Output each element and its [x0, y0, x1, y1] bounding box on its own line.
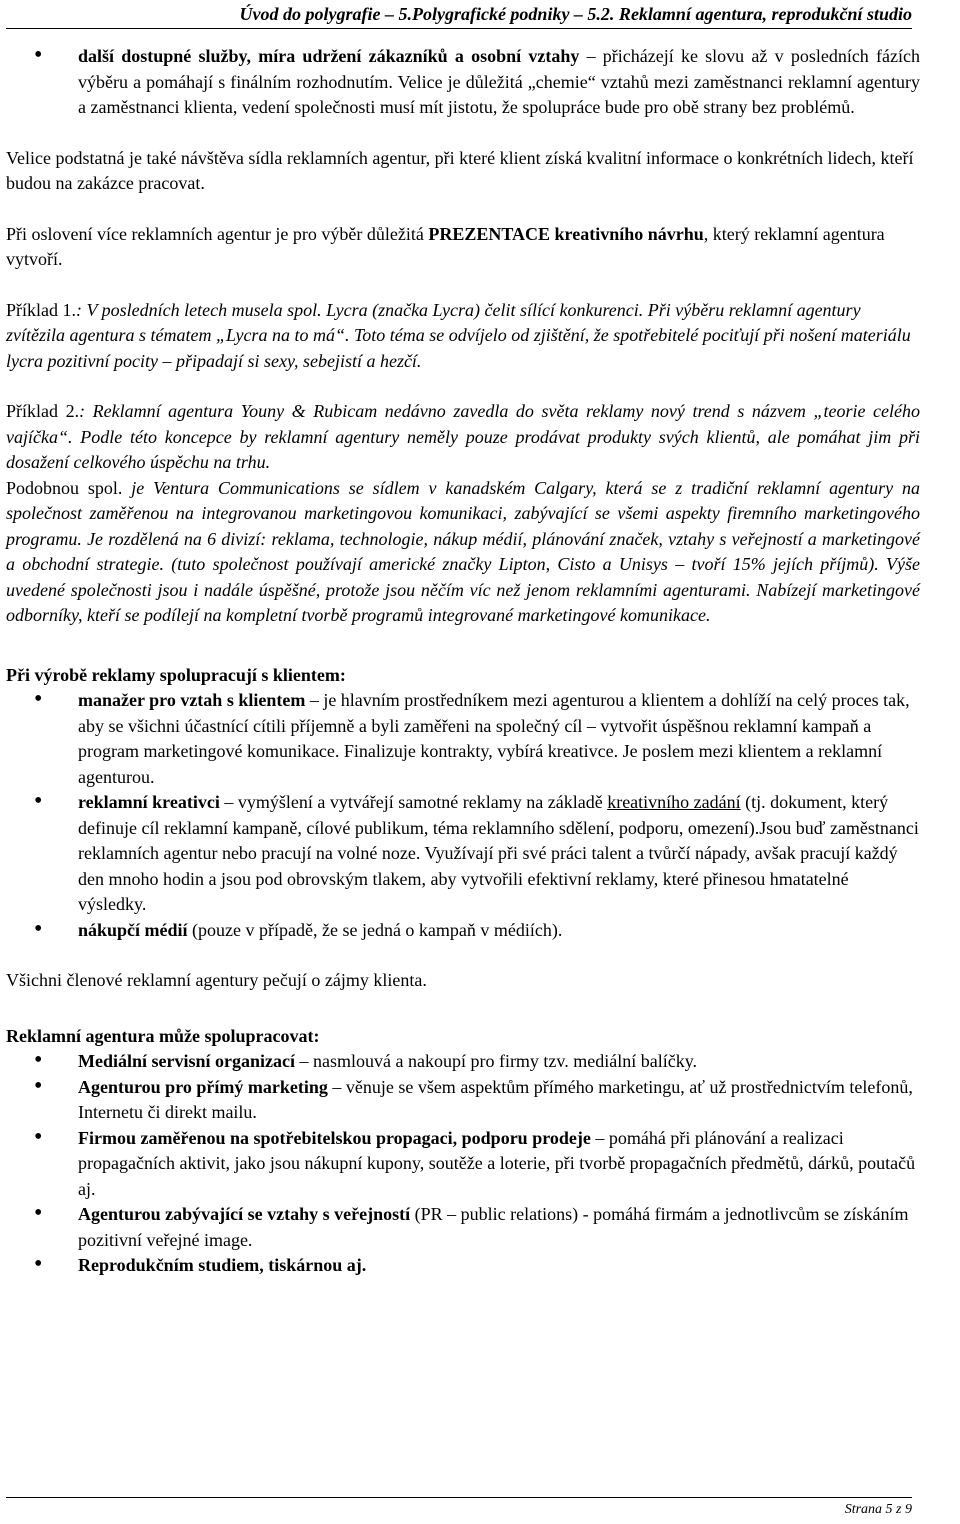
bold-term: Firmou zaměřenou na spotřebitelskou propagaci, podporu prodeje	[78, 1127, 591, 1148]
item-text: – pomáhá při plánování a realizaci propagačních aktivit, jako jsou nákupní kupony, soutěže a loterie, při tvorbě propagačních předmětů, dárků, poutačů aj.	[78, 1127, 916, 1199]
bold-term: další dostupné služby, míra udržení zákazníků a osobní vztahy	[78, 46, 580, 66]
bold-term: Mediální servisní organizací	[78, 1051, 295, 1071]
example-1	[6, 298, 920, 375]
list-item	[6, 1075, 920, 1126]
example-label: Příklad 1.	[6, 299, 76, 320]
bold-term: reklamní kreativci	[78, 792, 220, 812]
text-run: Při oslovení více reklamních agentur je pro výběr důležitá	[6, 223, 429, 244]
production-heading	[6, 663, 920, 689]
list-item	[6, 918, 920, 944]
page-footer	[6, 1497, 912, 1520]
bold-term: Agenturou zabývající se vztahy s veřejností	[78, 1204, 411, 1224]
item-text: – je hlavním prostředníkem mezi agenturou a klientem a dohlíží na celý proces tak, aby se všichni účastnící cítili příjemně a byli zaměřeni na společný cíl – vytvořit úspěšnou reklamní kampaň a program marketingové komunikace. Finalizuje kontrakty, vybírá kreativce. Je poslem mezi klientem a reklamní agenturou.	[78, 690, 910, 787]
section-heading: Při výrobě reklamy spolupracují s klientem:	[6, 664, 346, 685]
item-text: – věnuje se všem aspektům přímého marketingu, ať už prostřednictvím telefonů, Internetu či direkt mailu.	[78, 1076, 913, 1122]
bold-term: manažer pro vztah s klientem	[78, 690, 306, 710]
example-text: je Ventura Communications se sídlem v kanadském Calgary, která se z tradiční reklamní agentury na společnost zaměřenou na integrovanou marketingovou komunikaci, zabývající se všemi aspekty firemního marketingového programu. Je rozdělená na 6 divizí: reklama, technologie, nákup médií, plánování značek, vztahy s veřejností a marketingové a obchodní strategie. (tuto společnost používají americké značky Lipton, Cisto a Unisys – tvoří 15% jejích příjmů). Výše uvedené společnosti jsou i nadále úspěšné, protože jsou něčím víc než jenom reklamními agenturami. Nabízejí marketingové odborníky, kteří se podílejí na kompletní tvorbě programů integrované marketingové komunikace.	[6, 477, 920, 625]
page-header	[6, 2, 912, 29]
list-item	[6, 1253, 920, 1279]
cooperation-heading	[6, 1024, 920, 1050]
item-text: – vymýšlení a vytvářejí samotné reklamy na základě	[219, 792, 608, 812]
example-text: : V posledních letech musela spol. Lycra (značka Lycra) čelit sílící konkurenci. Při výběru reklamní agentury zvítězila agentura s tématem „Lycra na to má“. Toto téma se odvíjelo od zjištění, že spotřebitelé pociťují při nošení materiálu lycra pozitivní pocity – připadají si sexy, sebejistí a hezčí.	[6, 299, 911, 371]
page-content	[6, 44, 920, 1279]
list-item	[6, 1126, 920, 1203]
item-text: (tj. dokument, který definuje cíl reklamní kampaně, cílové publikum, téma reklamního sdělení, podporu, omezení).Jsou buď zaměstnanci reklamních agentur nebo pracují na volné noze. Využívají při své práci talent a tvůrčí nápady, avšak pracují každý den mnoho hodin a jsou pod obrovským tlakem, aby vytvořili efektivní reklamy, které přinesou hmatatelné výsledky.	[78, 792, 919, 914]
cooperation-list	[6, 1049, 920, 1279]
list-item	[6, 790, 920, 918]
list-item	[6, 688, 920, 790]
paragraph-presentation	[6, 222, 920, 273]
text-run: , který reklamní agentura vytvoří.	[6, 223, 885, 269]
paragraph-visit: Velice podstatná je také návštěva sídla reklamních agentur, při které klient získá kvalitní informace o konkrétních lidech, kteří budou na zakázce pracovat.	[6, 147, 914, 193]
list-item	[6, 44, 920, 121]
item-text: – přicházejí ke slovu až v posledních fázích výběru a pomáhají s finálním rozhodnutím. Velice je důležitá „chemie“ vztahů mezi zaměstnanci reklamní agentury a zaměstnanci klienta, vedení společnosti musí mít jistotu, že spolupráce bude pro obě strany bez problémů.	[78, 46, 920, 117]
bold-term: nákupčí médií	[78, 919, 188, 940]
bold-term: Agenturou pro přímý marketing	[78, 1076, 328, 1097]
example-label: Příklad 2.	[6, 401, 80, 421]
example-2-continued	[6, 476, 920, 629]
production-list	[6, 688, 920, 943]
list-item	[6, 1049, 920, 1075]
paragraph-all-members: Všichni členové reklamní agentury pečují o zájmy klienta.	[6, 970, 427, 990]
section-heading: Reklamní agentura může spolupracovat:	[6, 1025, 320, 1046]
header-title: Úvod do polygrafie – 5.Polygrafické podniky – 5.2. Reklamní agentura, reprodukční studio	[239, 4, 912, 24]
example-label: Podobnou spol.	[6, 477, 123, 498]
page-number: Strana 5 z 9	[844, 1502, 912, 1517]
item-text: – nasmlouvá a nakoupí pro firmy tzv. mediální balíčky.	[294, 1051, 698, 1071]
item-text: (PR – public relations) - pomáhá firmám a jednotlivcům se získáním pozitivní veřejné image.	[78, 1204, 909, 1250]
list-item	[6, 1202, 920, 1253]
example-text: : Reklamní agentura Youny & Rubicam nedávno zavedla do světa reklamy nový trend s názvem „teorie celého vajíčka“. Podle této koncepce by reklamní agentury neměly pouze prodávat produkty svých klientů, ale pomáhat jim při dosažení celkového úspěchu na trhu.	[6, 401, 921, 472]
bold-term: Reprodukčním studiem, tiskárnou aj.	[78, 1255, 367, 1275]
example-2	[6, 399, 920, 476]
intro-bullet-list	[6, 44, 920, 121]
bold-term: PREZENTACE kreativního návrhu	[428, 223, 704, 244]
underlined-term: kreativního zadání	[607, 792, 741, 812]
item-text: (pouze v případě, že se jedná o kampaň v médiích).	[187, 919, 563, 940]
